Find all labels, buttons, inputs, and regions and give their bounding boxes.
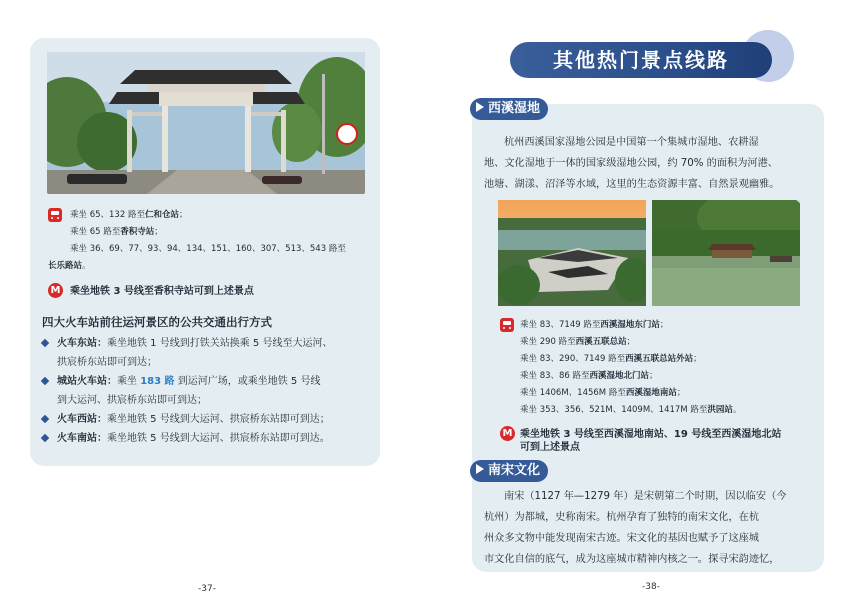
diamond-bullet-icon xyxy=(41,434,49,442)
metro-icon: M xyxy=(48,283,63,298)
diamond-bullet-icon xyxy=(41,339,49,347)
bus-route-line: 乘坐 83、290、7149 路至西溪五联总站外站； xyxy=(520,354,702,364)
section-heading: 四大火车站前往运河景区的公共交通出行方式 xyxy=(42,315,272,329)
right-content-card xyxy=(472,101,824,572)
bus-route-line: 乘坐 65、132 路至仁和仓站； xyxy=(70,210,188,220)
bus-route-line: 乘坐 83、7149 路至西溪湿地东门站； xyxy=(520,320,669,330)
page-title: 其他热门景点线路 xyxy=(510,42,772,78)
station-item-south: 火车南站：乘坐地铁 5 号线到大运河、拱宸桥东站即可到达。 xyxy=(42,429,372,448)
bus-route-line: 乘坐 36、69、77、93、94、134、151、160、307、513、543 路至 xyxy=(70,244,346,254)
bus-route-line: 乘坐 1406M、1456M 路至西溪湿地南站； xyxy=(520,388,686,398)
left-content-card xyxy=(30,38,380,466)
triangle-arrow-icon xyxy=(476,102,484,112)
diamond-bullet-icon xyxy=(41,415,49,423)
page-number-right: -38- xyxy=(642,582,660,592)
xixi-intro: 杭州西溪国家湿地公园是中国第一个集城市湿地、农耕湿 地、文化湿地于一体的国家级湿地公园，约 70% 的面积为河港、 池塘、湖漾、沼泽等水域，这里的生态资源丰富、自然景观幽雅。 xyxy=(484,137,780,190)
xixi-tag: 西溪湿地 xyxy=(470,98,548,120)
bus-route-line: 乘坐 353、356、521M、1409M、1417M 路至洪园站。 xyxy=(520,405,742,415)
wetland-lake-image xyxy=(652,200,800,306)
bus-route-line: 乘坐 83、86 路至西溪湿地北门站； xyxy=(520,371,658,381)
song-paragraph: 南宋（1127 年—1279 年）是宋朝第二个时期，因以临安（今 杭州）为都城，史称南宋。杭州孕育了独特的南宋文化，在杭 州众多文物中能发现南宋古迹。宋文化的基因也赋予了这座城 市文化自信的底气，成为这座城市精神内核之一。探寻宋韵迹忆， xyxy=(484,491,787,565)
bus-route-line: 乘坐 65 路至香积寺站； xyxy=(70,227,163,237)
wetland-village-image xyxy=(498,200,646,306)
metro-route-line: 乘坐地铁 3 号线至香积寺站可到上述景点 xyxy=(70,286,254,297)
bus-icon xyxy=(48,208,62,222)
bus-icon xyxy=(500,318,514,332)
bus-route-line: 长乐路站。 xyxy=(48,261,91,271)
diamond-bullet-icon xyxy=(41,377,49,385)
station-item-city: 城站火车站：乘坐 183 路 到运河广场，或乘坐地铁 5 号线 到大运河、拱宸桥东站即可到达； xyxy=(42,372,372,410)
xixi-lake-photo xyxy=(652,200,800,306)
bus-route-line: 乘坐 290 路至西溪五联总站； xyxy=(520,337,636,347)
metro-route-line: 乘坐地铁 3 号线至西溪湿地南站、19 号线至西溪湿地北站 可到上述景点 xyxy=(520,429,782,453)
gate-photo xyxy=(47,52,365,194)
xixi-village-photo xyxy=(498,200,646,306)
song-tag: 南宋文化 xyxy=(470,460,548,482)
metro-icon: M xyxy=(500,426,515,441)
station-item-west: 火车西站：乘坐地铁 5 号线到大运河、拱宸桥东站即可到达； xyxy=(42,410,372,429)
station-item-east: 火车东站：乘坐地铁 1 号线到打铁关站换乘 5 号线至大运河、 拱宸桥东站即可到达； xyxy=(42,334,372,372)
memorial-gate-image xyxy=(47,52,365,194)
page-number-left: -37- xyxy=(198,584,216,594)
triangle-arrow-icon xyxy=(476,464,484,474)
